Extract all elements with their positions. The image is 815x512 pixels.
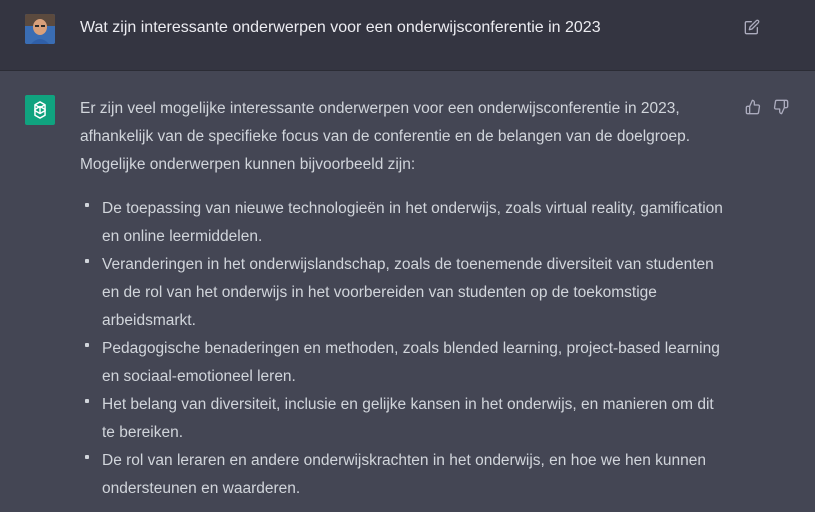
user-avatar xyxy=(25,14,55,44)
user-message-row xyxy=(0,0,815,71)
topic-list xyxy=(80,195,730,503)
thumbs-up-icon[interactable] xyxy=(745,99,761,115)
thumbs-down-icon[interactable] xyxy=(773,99,789,115)
assistant-answer xyxy=(80,95,730,503)
openai-logo-icon xyxy=(25,95,55,125)
answer-intro: Er zijn veel mogelijke interessante onderwerpen voor een onderwijsconferentie in 2023, afhankelijk van de specifieke focus van de conferentie en de belangen van de doelgroep. Mogelijke onderwerpen kunnen bijvoorbeeld zijn: xyxy=(80,100,691,173)
list-item: Veranderingen in het onderwijslandschap, zoals de toenemende diversiteit van studenten en de rol van het onderwijs in het voorbereiden van studenten op de toekomstige arbeidsmarkt. xyxy=(80,251,730,335)
assistant-message-row xyxy=(0,71,815,512)
list-item: De toepassing van nieuwe technologieën in het onderwijs, zoals virtual reality, gamification en online leermiddelen. xyxy=(80,195,730,251)
edit-icon[interactable] xyxy=(744,19,762,37)
list-item: Pedagogische benaderingen en methoden, zoals blended learning, project-based learning en sociaal-emotioneel leren. xyxy=(80,335,730,391)
list-item: Het belang van diversiteit, inclusie en gelijke kansen in het onderwijs, en manieren om dit te bereiken. xyxy=(80,391,730,447)
user-message-text: Wat zijn interessante onderwerpen voor een onderwijsconferentie in 2023 xyxy=(80,19,601,36)
list-item: De rol van leraren en andere onderwijskrachten in het onderwijs, en hoe we hen kunnen ondersteunen en waarderen. xyxy=(80,447,730,503)
